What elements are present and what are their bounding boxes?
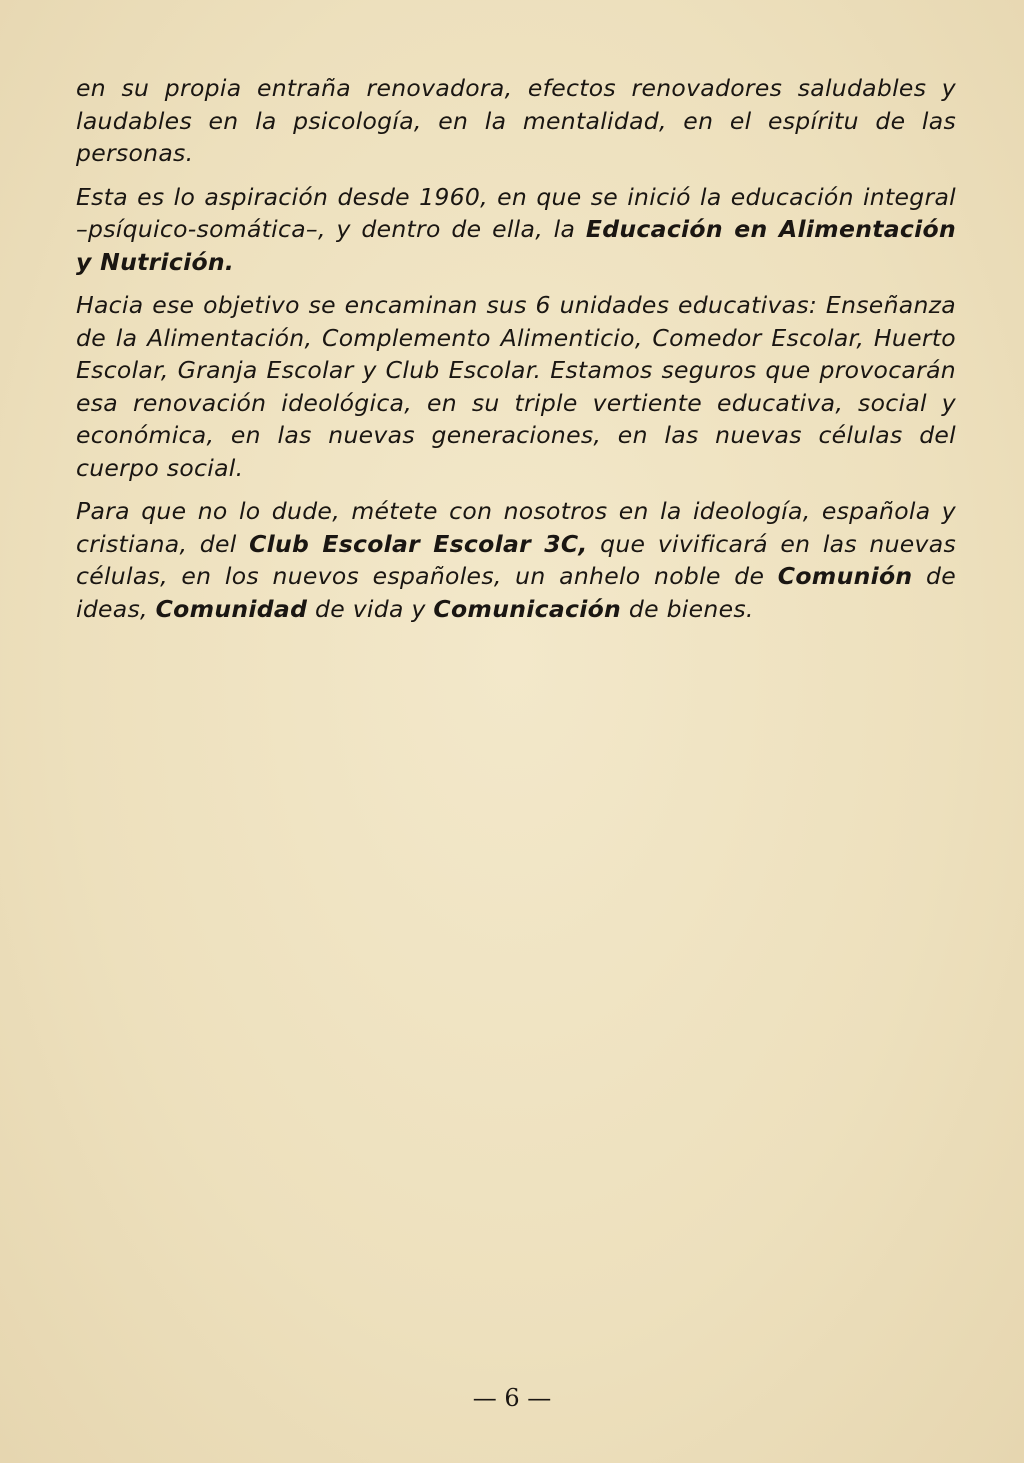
text-segment: en su propia entraña renovadora, efectos renovadores saludables y laudables en la psicología, en la mentalidad, en el espíritu de las personas. <box>76 74 956 167</box>
bold-phrase-club-escolar: Club Escolar Escolar 3C, <box>249 529 588 558</box>
text-segment: que vivificará en las nuevas células, en los nuevos españoles, un anhelo noble de <box>76 529 957 590</box>
bold-word-comunidad: Comunidad <box>155 594 308 623</box>
text-segment: Esta es lo aspiración desde 1960, en que se inició la educación integral –psíquico-somática–, y dentro de ella, la <box>76 182 956 243</box>
text-segment: de bienes. <box>621 594 754 623</box>
paragraph-3 <box>76 289 956 484</box>
text-segment: de ideas, <box>76 562 956 623</box>
bold-word-comunicacion: Comunicación <box>433 594 622 623</box>
page-number: — 6 — <box>472 1384 552 1412</box>
text-segment: Hacia ese objetivo se encaminan sus 6 unidades educativas: Enseñanza de la Alimentación, Complemento Alimenticio, Comedor Escolar, Huerto Escolar, Granja Escolar y Club Escolar. Estamos seguros que provocarán esa renovación ideológica, en su triple vertiente educativa, social y económica, en las nuevas generaciones, en las nuevas células del cuerpo social. <box>76 291 956 482</box>
text-segment: Para que no lo dude, métete con nosotros en la ideología, española y cristiana, del <box>76 497 956 558</box>
body-text <box>76 72 956 625</box>
text-segment: de vida y <box>307 594 434 623</box>
paragraph-4 <box>76 495 956 625</box>
paragraph-1 <box>76 72 956 170</box>
bold-phrase-educacion-alimentacion: Educación en Alimentación y Nutrición. <box>76 215 956 276</box>
bold-word-comunion: Comunión <box>777 562 913 590</box>
paragraph-2 <box>76 181 956 279</box>
